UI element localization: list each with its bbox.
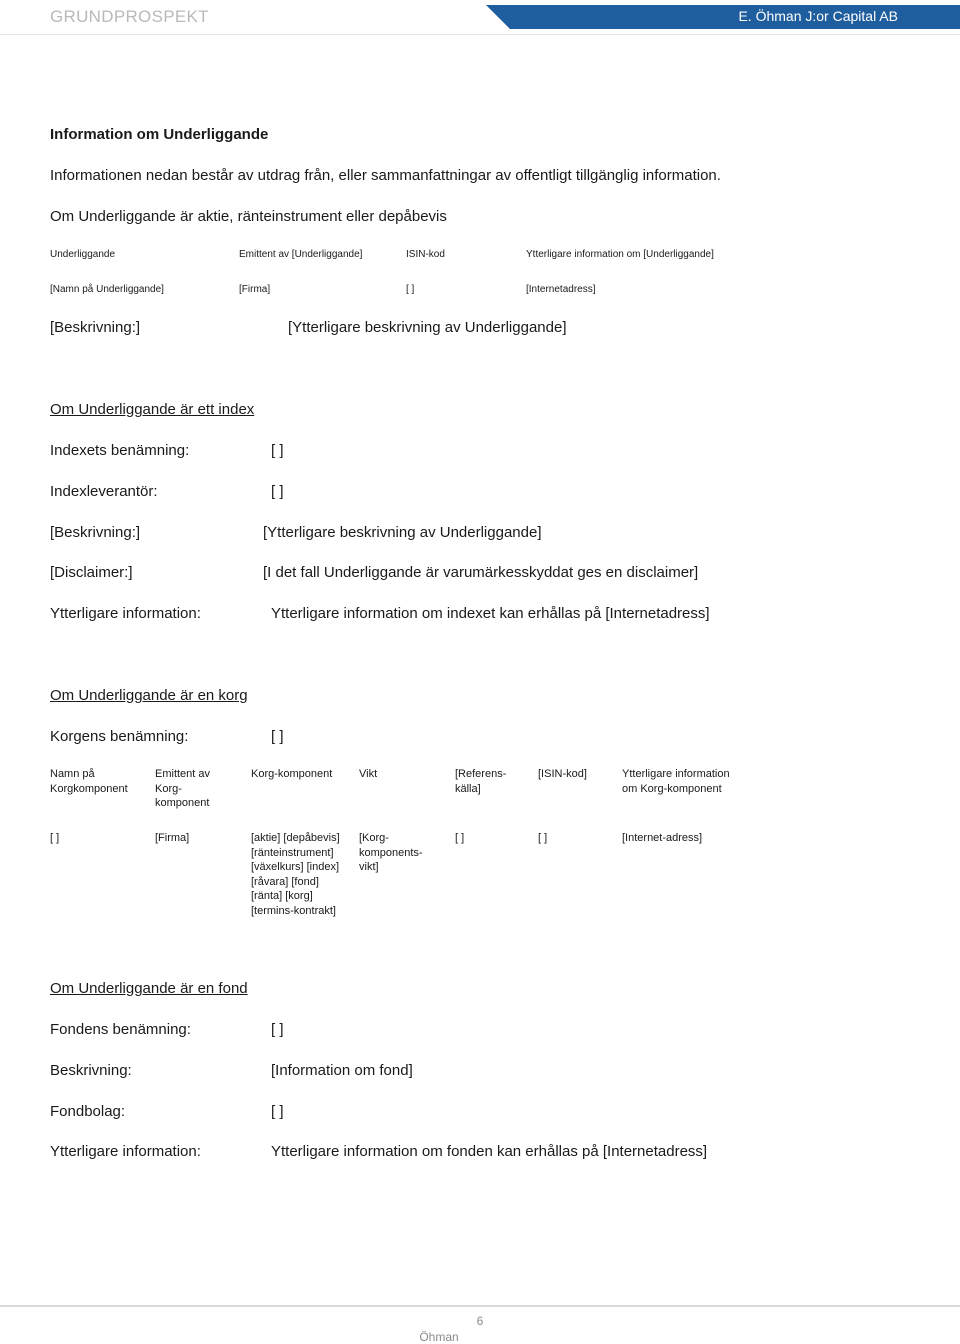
index-info-label: Ytterligare information: xyxy=(50,605,201,622)
index-name-label: Indexets benämning: xyxy=(50,442,190,459)
korg-col-emittent: Emittent av Korg-komponent xyxy=(155,768,211,809)
index-disclaimer-label: [Disclaimer:] xyxy=(50,564,133,581)
korg-name-label: Korgens benämning: xyxy=(50,728,189,745)
fond-name-value: [ ] xyxy=(271,1021,284,1038)
aktie-desc-label: [Beskrivning:] xyxy=(50,319,141,336)
page-number: 6 xyxy=(476,1314,484,1328)
aktie-cell-internet: [Internetadress] xyxy=(526,284,596,295)
section-heading-aktie: Om Underliggande är aktie, ränteinstrument eller depåbevis xyxy=(50,208,447,225)
section-heading-korg: Om Underliggande är en korg xyxy=(50,687,248,704)
aktie-col-info: Ytterligare information om [Underliggande] xyxy=(526,249,714,260)
korg-cell-referens: [ ] xyxy=(455,832,465,844)
aktie-cell-namn: [Namn på Underliggande] xyxy=(50,284,164,295)
korg-col-vikt: Vikt xyxy=(359,768,378,780)
fond-company-label: Fondbolag: xyxy=(50,1103,126,1120)
fond-desc-label: Beskrivning: xyxy=(50,1062,132,1079)
korg-cell-komponent: [aktie] [depåbevis] [ränteinstrument] [växelkurs] [index] [råvara] [fond] [ränta] [korg] [termins-kontrakt] xyxy=(251,832,340,917)
aktie-col-isin: ISIN-kod xyxy=(406,249,445,260)
korg-col-info: Ytterligare information om Korg-komponent xyxy=(622,768,730,795)
korg-col-komponent: Korg-komponent xyxy=(251,768,333,780)
header-divider xyxy=(0,34,960,35)
korg-cell-internet: [Internet-adress] xyxy=(622,832,703,844)
index-name-value: [ ] xyxy=(271,442,284,459)
fond-desc-value: [Information om fond] xyxy=(271,1062,413,1079)
index-info-value: Ytterligare information om indexet kan erhållas på [Internetadress] xyxy=(271,605,710,622)
korg-name-value: [ ] xyxy=(271,728,284,745)
korg-cell-isin: [ ] xyxy=(538,832,548,844)
korg-cell-firma: [Firma] xyxy=(155,832,190,844)
index-desc-value: [Ytterligare beskrivning av Underliggande] xyxy=(263,524,542,541)
aktie-cell-isin: [ ] xyxy=(406,284,415,295)
document-title: GRUNDPROSPEKT xyxy=(50,7,209,26)
korg-cell-vikt: [Korg-komponents-vikt] xyxy=(359,832,423,873)
company-name: E. Öhman J:or Capital AB xyxy=(738,8,898,24)
fond-info-value: Ytterligare information om fonden kan erhållas på [Internetadress] xyxy=(271,1143,708,1160)
footer-brand: Öhman xyxy=(419,1330,459,1344)
footer-divider xyxy=(0,1305,960,1307)
aktie-col-emittent: Emittent av [Underliggande] xyxy=(239,249,363,260)
index-provider-value: [ ] xyxy=(271,483,284,500)
section-heading-index: Om Underliggande är ett index xyxy=(50,401,255,418)
aktie-col-underliggande: Underliggande xyxy=(50,249,116,260)
korg-cell-namn: [ ] xyxy=(50,832,60,844)
intro-paragraph: Informationen nedan består av utdrag från, eller sammanfattningar av offentligt tillgänglig information. xyxy=(50,167,721,184)
fond-name-label: Fondens benämning: xyxy=(50,1021,191,1038)
index-disclaimer-value: [I det fall Underliggande är varumärkesskyddat ges en disclaimer] xyxy=(263,564,699,581)
korg-col-referens: [Referens-källa] xyxy=(455,768,507,795)
korg-col-isin: [ISIN-kod] xyxy=(538,768,587,780)
index-desc-label: [Beskrivning:] xyxy=(50,524,141,541)
aktie-cell-firma: [Firma] xyxy=(239,284,271,295)
section-heading-fond: Om Underliggande är en fond xyxy=(50,980,248,997)
aktie-desc-value: [Ytterligare beskrivning av Underliggande] xyxy=(288,319,567,336)
fond-company-value: [ ] xyxy=(271,1103,284,1120)
section-heading-information: Information om Underliggande xyxy=(50,126,269,143)
korg-col-namn: Namn på Korgkomponent xyxy=(50,768,128,795)
index-provider-label: Indexleverantör: xyxy=(50,483,158,500)
fond-info-label: Ytterligare information: xyxy=(50,1143,201,1160)
